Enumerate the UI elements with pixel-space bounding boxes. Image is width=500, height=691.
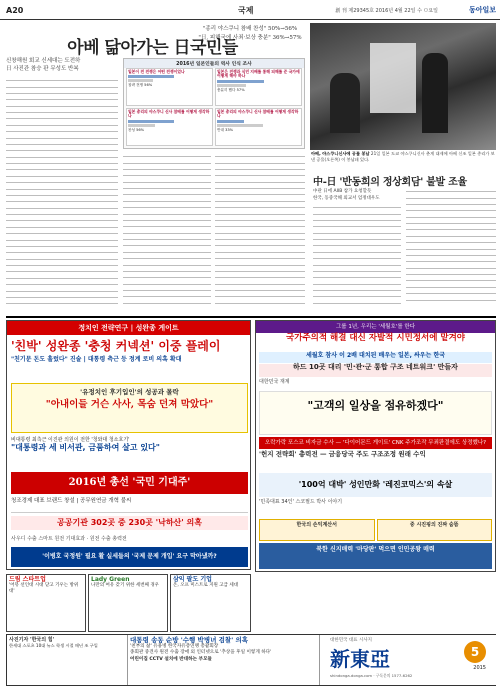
right-kicker-2: 한국, 동중국해 외교서 엄정대우도 bbox=[313, 196, 380, 201]
newspaper-brand: 동아일보 bbox=[468, 6, 496, 14]
ad-left-band-2: 청조경제 대표 브랜드 창설 | 공무원연금 개혁 불씨 bbox=[11, 497, 248, 513]
ad-right-t7: '헌지 전략회' 총력전 — 금융당국 주도 구조조정 원래 수익 bbox=[259, 450, 426, 458]
magazine-tag: 대한민국 대표 시사지 bbox=[330, 638, 372, 643]
survey-cell-label: 일본 총리의 야스쿠니 신사 참배를 어떻게 생각하나 bbox=[217, 109, 299, 119]
small-ad-3-text: 온, 오프 미스트로 지원 고급 세대 bbox=[173, 583, 239, 588]
ad-left-mid bbox=[11, 437, 248, 469]
survey-cell-label: 일본은 전쟁과 식민 지배를 통해 피해를 준 국가에 어떻게 해야 하나 bbox=[217, 69, 300, 79]
ad-left-band-3: 공공기관 302곳 중 230곳 '낙하산' 의혹 bbox=[11, 516, 248, 530]
ad-right-t8: '100억 대박' 성인만화 '레진코믹스'의 속살 bbox=[259, 473, 492, 497]
magazine-ad[interactable] bbox=[319, 635, 496, 685]
survey-cell bbox=[215, 68, 302, 106]
small-ad-2-text: 나만의 여유 갖기 위한 세번째 경우 bbox=[91, 583, 160, 588]
small-ad-1-text: '어뮤 선인대 시대 닫고 기우는 방위대' bbox=[9, 583, 79, 594]
survey-cell-label: 일본 총리의 야스쿠니 신사 참배를 어떻게 생각하나 bbox=[128, 109, 210, 119]
survey-cell-note: 충분히 했다 57% bbox=[217, 87, 245, 92]
bottom-mid-3: 어린이집 CCTV 설치에 반대하는 부모들 bbox=[130, 656, 212, 662]
small-ad-1-title: 드림 스타트업 bbox=[9, 576, 46, 583]
right-kicker-1: 中관 日에 AIIB 참가 요청할듯 bbox=[313, 189, 372, 194]
ad-left-sub bbox=[11, 383, 248, 433]
survey-cell bbox=[126, 68, 213, 106]
kicker-line-2: 日 사진관 참승 판 무성도 반복 bbox=[6, 66, 79, 72]
bottom-mid-2: 종회관 중견사 원전 수출 장애 외 인터넷으로 '추상을 후일 이렇게 하다' bbox=[130, 650, 272, 655]
survey-cell-note: 찬성 56% bbox=[128, 127, 145, 132]
date-line: 創 刊 제29345호 2016년 4월 22일 수 ㅁ요일 bbox=[335, 8, 438, 14]
ad-left-sub-2: "아내이들 거슨 사사, 목숨 던져 막았다" bbox=[45, 399, 214, 410]
bottom-left bbox=[7, 635, 125, 685]
quote-1: "종리 야스쿠니 참배 찬성" 50%→56% bbox=[202, 26, 298, 32]
right-body-col-2 bbox=[406, 187, 496, 313]
ad-left-mid-text: 비대통령 최측근 이진관 의원이 전한 '청와대 청소호기' bbox=[11, 437, 130, 443]
small-ad-1[interactable] bbox=[6, 574, 86, 632]
bottom-banner[interactable] bbox=[6, 634, 496, 686]
main-headline: 아베 닮아가는 日국민들 bbox=[67, 38, 238, 58]
survey-cell-label: 일본이 전 전쟁은 어떤 전쟁이었나 bbox=[128, 69, 185, 74]
small-ad-2-title: Lady Green bbox=[91, 576, 130, 583]
survey-table bbox=[123, 58, 305, 149]
ad-right-t3: 하드 10곳 대리 '민·관·군 통합 구조 네트워크' 만들자 bbox=[259, 364, 492, 377]
ad-right-t5-quote: "고객의 일상을 점유하겠다" bbox=[307, 399, 444, 412]
small-ad-2[interactable] bbox=[88, 574, 168, 632]
ad-left-mid-quote: "대통령과 세 비서관, 금품하여 살고 있다" bbox=[11, 443, 160, 452]
ad-left-big-2: "친기문 돈도 흘렀다" 진술 | 대통령 측근 등 정계 로비 의혹 확대 bbox=[11, 356, 182, 363]
ad-right-t11: 북한 신지매력 '마당판' 먹으면 인민공왕 매력 bbox=[259, 543, 492, 569]
ad-right-t1: 국가주의적 해결 대신 자발적 시민정서에 맡겨야 bbox=[285, 333, 466, 343]
page-number: A20 bbox=[6, 6, 24, 15]
ad-left-band-4: 사우디 수출 스마트 원전 기대효과 · 원전 수출 총력전 bbox=[11, 536, 127, 542]
right-article-headline: 中-日 '반동희의 정상회담' 불발 조율 bbox=[313, 177, 467, 188]
kicker bbox=[6, 57, 116, 73]
issue-year: 2015 bbox=[473, 665, 486, 671]
bottom-mid-headline: 대통령 송동 순방 '수행 박병녀 검찰' 의혹 bbox=[130, 636, 249, 644]
ad-left-big-1: '친박' 성완종 '충청 커넥션' 이중 플레이 bbox=[11, 339, 221, 353]
ad-right-t9: '민족대표 34인' 스코필드 박사 이야기 bbox=[259, 499, 343, 505]
small-ad-3[interactable] bbox=[170, 574, 251, 632]
photo-caption-bold: 아베, 야스쿠니신사에 공물 봉납 bbox=[311, 151, 370, 156]
right-article-kicker bbox=[313, 188, 413, 202]
ad-right-t10 bbox=[259, 519, 492, 541]
body-column-2 bbox=[123, 152, 211, 314]
bottom-mid bbox=[127, 635, 317, 685]
kicker-line-1: 신창해원 회교 신세대는 도전하 bbox=[6, 58, 81, 64]
ad-right-t10a: 한국의 손익계산서 bbox=[259, 519, 375, 541]
bottom-left-b: 한세대 스포츠 10대 뉴스 학생 시절 매년 조 구입 bbox=[9, 643, 98, 648]
ad-right-t4: 대한민국 재계 bbox=[259, 379, 290, 385]
ad-right-t2: 세월호 참사 이 2배 대치된 배우는 일본, 싸우는 한국 bbox=[259, 352, 492, 363]
page-header bbox=[0, 0, 500, 20]
ad-right-t10b: 중 시진핑의 진짜 숨뜸 bbox=[377, 519, 493, 541]
ad-right-t6: 오락가락 포스코 비자금 수사 — '다이어몬드 게이트' CNK 주가조작 무죄판결에도 상정했나? bbox=[259, 437, 492, 449]
ad-left-band-5: '이병호 국정원' 필요 활 실세들의 '국제 문제 개입' 요구 막아냈까? bbox=[11, 547, 248, 567]
bottom-left-a: 사진기자 '한국의 힘' bbox=[9, 637, 55, 643]
small-ad-3-title: 삼익 팔도 기업 bbox=[173, 576, 212, 583]
survey-cell bbox=[126, 108, 213, 146]
body-column-3 bbox=[215, 152, 305, 314]
body-column-1 bbox=[6, 76, 118, 314]
news-photo bbox=[310, 23, 496, 150]
photo-caption-text: 21일 일본 도쿄 야스쿠니신사 춘계 대제에 아베 신조 일본 총리가 보낸 공물(오른쪽) 이 봉납돼 있다. bbox=[311, 151, 495, 162]
section-name: 국제 bbox=[238, 6, 254, 15]
ad-right-header: 그룹 1년, 우리는 '세월호'를 한다 bbox=[256, 321, 495, 333]
survey-table-title: 2016년 일본인들의 역사 인식 조사 bbox=[124, 59, 304, 68]
issue-number: 5 bbox=[464, 641, 486, 663]
survey-cell-note: 반대 33% bbox=[217, 127, 234, 132]
survey-cell-note: 침략 전쟁 56% bbox=[128, 83, 153, 88]
ad-right-t5 bbox=[259, 391, 492, 435]
bottom-mid-1: '친부의 삶' 유용병 한국자유총연맹 총괄회장 bbox=[130, 643, 219, 649]
photo-caption bbox=[311, 151, 497, 163]
quote-2: "日, 피해국에 사죄·보상 충분" 36%→57% bbox=[198, 35, 302, 41]
survey-cell bbox=[215, 108, 302, 146]
magazine-info: shindonga.donga.com · 구독문의 1577-6262 bbox=[330, 673, 413, 678]
ad-right[interactable] bbox=[255, 320, 496, 572]
ad-left-sub-1: '유정치인 후기입인'의 성공과 몰락 bbox=[80, 388, 179, 396]
right-body-col-1 bbox=[313, 203, 401, 313]
magazine-logo: 新東亞 bbox=[330, 647, 390, 671]
ad-left-band: 2016년 총선 '국민 기대주' bbox=[11, 472, 248, 494]
ad-left-top: 정치인 전략연구 | 성완종 게이트 bbox=[7, 321, 250, 335]
ad-left-big bbox=[11, 337, 248, 369]
ad-left[interactable] bbox=[6, 320, 251, 570]
